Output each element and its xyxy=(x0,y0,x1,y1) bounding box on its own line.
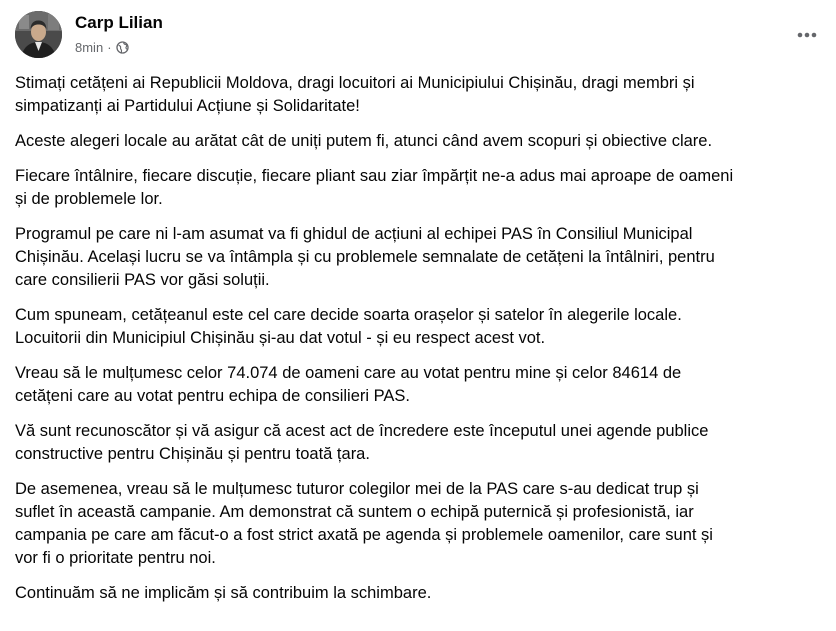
paragraph-line: Chișinău. Același lucru se va întâmpla și cu problemele semnalate de cetățeni la întâlniri, pentru xyxy=(15,248,715,266)
post-paragraph xyxy=(15,223,821,292)
more-options-button[interactable] xyxy=(793,21,821,49)
post-paragraph xyxy=(15,478,821,570)
more-options-icon xyxy=(797,32,817,38)
paragraph-line: Programul pe care ni l-am asumat va fi ghidul de acțiuni al echipei PAS în Consiliul Municipal xyxy=(15,225,693,243)
post-meta xyxy=(75,40,129,55)
post-paragraph xyxy=(15,165,821,211)
author-name[interactable]: Carp Lilian xyxy=(75,13,163,32)
post-text xyxy=(15,72,821,617)
paragraph-line: Continuăm să ne implicăm și să contribuim la schimbare. xyxy=(15,584,432,602)
paragraph-line: constructive pentru Chișinău și pentru toată țara. xyxy=(15,445,370,463)
post-paragraph xyxy=(15,130,821,153)
post-paragraph xyxy=(15,362,821,408)
paragraph-line: cetățeni care au votat pentru echipa de consilieri PAS. xyxy=(15,387,411,405)
globe-icon[interactable] xyxy=(116,41,129,54)
meta-separator: · xyxy=(107,40,112,55)
paragraph-line: simpatizanți ai Partidului Acțiune și Solidaritate! xyxy=(15,97,360,115)
paragraph-line: care consilierii PAS vor găsi soluții. xyxy=(15,271,270,289)
author-avatar[interactable] xyxy=(15,11,62,58)
paragraph-line: suflet în această campanie. Am demonstrat că suntem o echipă puternică și profesionistă, iar xyxy=(15,503,694,521)
paragraph-line: vor fi o prioritate pentru noi. xyxy=(15,549,216,567)
paragraph-line: Cum spuneam, cetățeanul este cel care decide soarta orașelor și satelor în alegerile locale. xyxy=(15,306,682,324)
paragraph-line: Vreau să le mulțumesc celor 74.074 de oameni care au votat pentru mine și celor 84614 de xyxy=(15,364,682,382)
post-paragraph xyxy=(15,72,821,118)
paragraph-line: Aceste alegeri locale au arătat cât de uniți putem fi, atunci când avem scopuri și obiective clare. xyxy=(15,132,713,150)
post-paragraph xyxy=(15,304,821,350)
paragraph-line: campania pe care am făcut-o a fost strict axată pe agenda și problemele oamenilor, care sunt și xyxy=(15,526,713,544)
paragraph-line: Locuitorii din Municipiul Chișinău și-au dat votul - și eu respect acest vot. xyxy=(15,329,546,347)
paragraph-line: De asemenea, vreau să le mulțumesc tuturor colegilor mei de la PAS care s-au dedicat trup și xyxy=(15,480,699,498)
paragraph-line: Fiecare întâlnire, fiecare discuție, fiecare pliant sau ziar împărțit ne-a adus mai aproape de oameni xyxy=(15,167,734,185)
post-paragraph xyxy=(15,582,821,605)
post-header xyxy=(15,11,821,63)
paragraph-line: Stimați cetățeni ai Republicii Moldova, dragi locuitori ai Municipiului Chișinău, dragi membri și xyxy=(15,74,695,92)
profile-photo-icon xyxy=(15,11,62,58)
post-paragraph xyxy=(15,420,821,466)
paragraph-line: și de problemele lor. xyxy=(15,190,163,208)
post-timestamp[interactable]: 8min xyxy=(75,40,104,55)
paragraph-line: Vă sunt recunoscător și vă asigur că acest act de încredere este începutul unei agende publice xyxy=(15,422,709,440)
